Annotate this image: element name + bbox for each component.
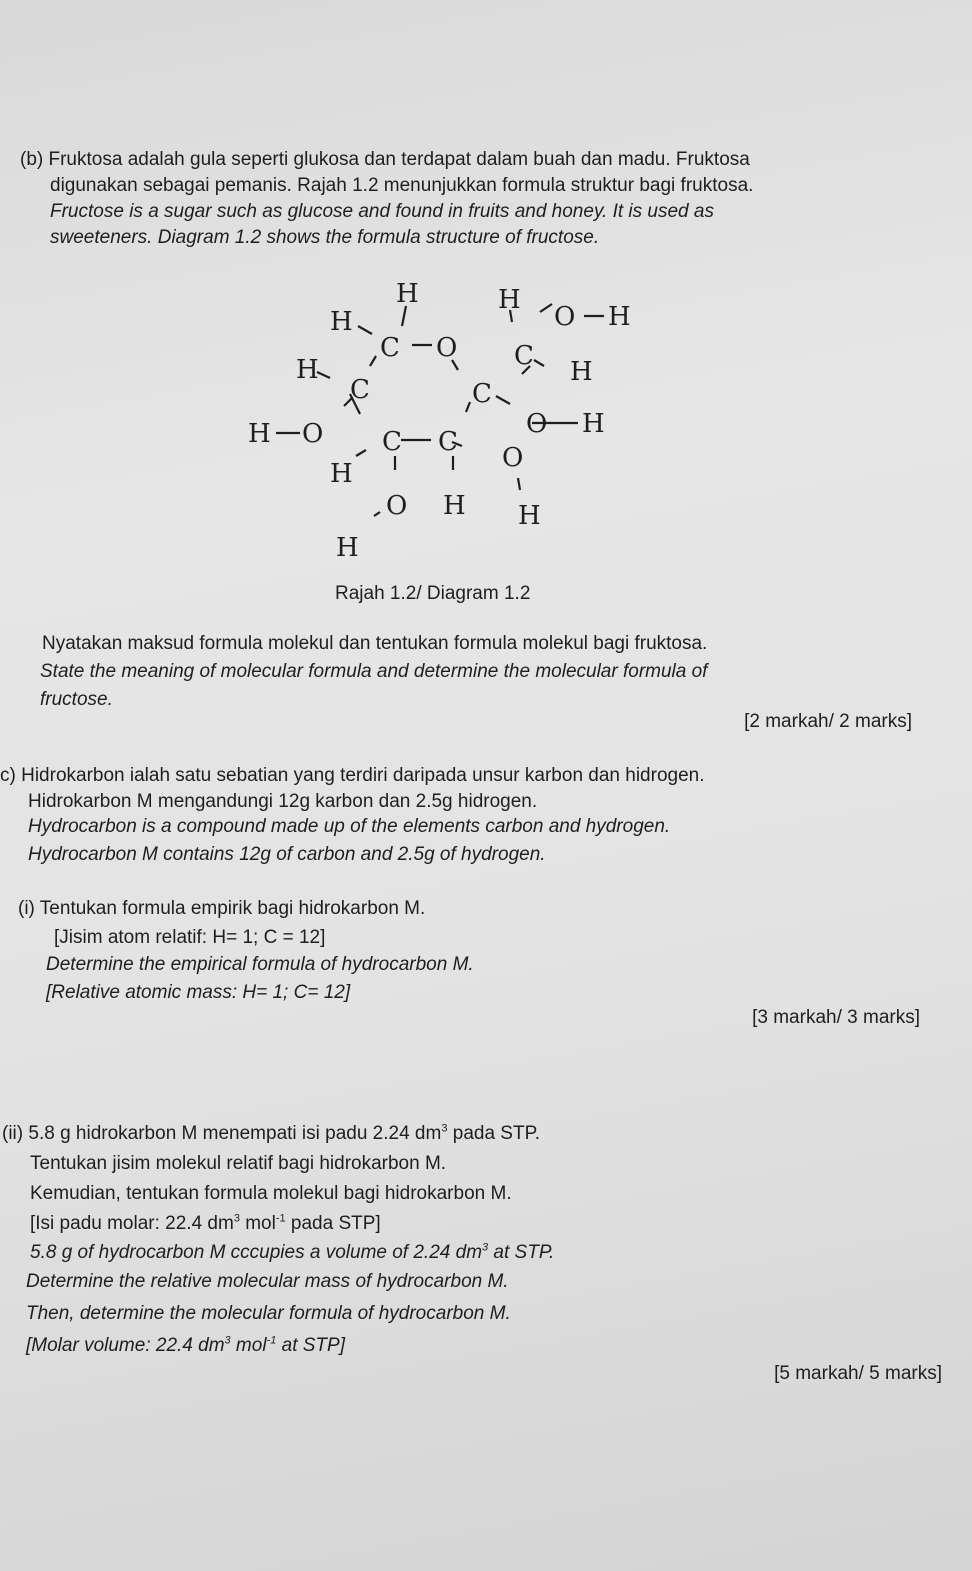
ci-marks: [3 markah/ 3 marks]	[752, 1007, 920, 1028]
cii-marks: [5 markah/ 5 marks]	[774, 1363, 942, 1384]
atom-h: H	[396, 279, 419, 309]
atom-o: O	[554, 302, 576, 332]
b-en-line-2: sweeteners. Diagram 1.2 shows the formula structure of fructose.	[50, 227, 600, 248]
bond	[374, 512, 380, 516]
bond	[358, 326, 372, 334]
bond	[518, 478, 520, 490]
atom-h: H	[330, 307, 353, 337]
atom-o: O	[386, 491, 408, 521]
bond	[356, 450, 366, 456]
atom-h: H	[296, 355, 319, 385]
ci-question-en: Determine the empirical formula of hydrocarbon M.	[46, 954, 474, 975]
superscript: -1	[275, 1212, 286, 1225]
b-ms-line-1: (b) Fruktosa adalah gula seperti glukosa dan terdapat dalam buah dan madu. Fruktosa	[20, 149, 750, 170]
fructose-structure-diagram	[240, 270, 660, 570]
atom-o: O	[502, 443, 524, 473]
cii-ms-line-1	[2, 1122, 540, 1146]
bond	[496, 396, 510, 404]
atom-h: H	[582, 409, 605, 439]
bond	[402, 306, 406, 326]
ci-question-ms: (i) Tentukan formula empirik bagi hidrokarbon M.	[18, 898, 426, 919]
bond	[540, 304, 552, 312]
c-en-line-2: Hydrocarbon M contains 12g of carbon and 2.5g of hydrogen.	[28, 844, 546, 865]
atom-h: H	[608, 302, 631, 332]
b-question-en-2: fructose.	[40, 689, 113, 710]
atom-o: O	[526, 409, 548, 439]
superscript: 3	[233, 1212, 240, 1225]
atom-c: C	[472, 379, 492, 409]
atom-o: O	[302, 419, 324, 449]
cii-en-l4-mol: mol	[230, 1335, 267, 1356]
atom-h: H	[570, 357, 593, 387]
b-en-line-1: Fructose is a sugar such as glucose and found in fruits and honey. It is used as	[50, 201, 714, 222]
atom-h: H	[443, 491, 466, 521]
atom-h: H	[498, 285, 521, 315]
bond	[466, 402, 470, 412]
bond	[534, 360, 544, 366]
ci-ram-ms: [Jisim atom relatif: H= 1; C = 12]	[54, 927, 326, 948]
c-en-line-1: Hydrocarbon is a compound made up of the elements carbon and hydrogen.	[28, 816, 671, 837]
superscript: 3	[224, 1334, 231, 1347]
cii-en-line-2: Determine the relative molecular mass of hydrocarbon M.	[26, 1271, 509, 1292]
cii-ms-l4-text: [Isi padu molar: 22.4 dm	[30, 1213, 234, 1234]
cii-en-l4-tail: at STP]	[276, 1335, 345, 1356]
atom-h: H	[248, 419, 271, 449]
cii-ms-l4-mol: mol	[239, 1213, 276, 1234]
cii-en-l1-text: 5.8 g of hydrocarbon M cccupies a volume of 2.24 dm	[30, 1242, 483, 1263]
diagram-caption: Rajah 1.2/ Diagram 1.2	[335, 583, 531, 604]
cii-en-line-3: Then, determine the molecular formula of hydrocarbon M.	[26, 1303, 511, 1324]
atom-c: C	[514, 341, 534, 371]
atom-c: C	[350, 375, 370, 405]
atom-o-ring: O	[436, 333, 458, 363]
atom-c: C	[382, 427, 402, 457]
cii-ms-line-2: Tentukan jisim molekul relatif bagi hidrokarbon M.	[30, 1153, 447, 1174]
cii-ms-l1-tail: pada STP.	[447, 1123, 541, 1144]
superscript: -1	[266, 1334, 277, 1347]
c-ms-line-2: Hidrokarbon M mengandungi 12g karbon dan 2.5g hidrogen.	[28, 791, 538, 812]
cii-en-l1-tail: at STP.	[488, 1242, 555, 1263]
b-ms-line-2: digunakan sebagai pemanis. Rajah 1.2 menunjukkan formula struktur bagi fruktosa.	[50, 175, 754, 196]
atom-h: H	[330, 459, 353, 489]
bond	[317, 372, 330, 378]
atom-h: H	[518, 501, 541, 531]
atom-h: H	[336, 533, 359, 563]
b-question-ms: Nyatakan maksud formula molekul dan tentukan formula molekul bagi fruktosa.	[42, 633, 708, 654]
ci-ram-en: [Relative atomic mass: H= 1; C= 12]	[46, 982, 351, 1003]
superscript: 3	[482, 1241, 489, 1254]
cii-ms-line-3: Kemudian, tentukan formula molekul bagi hidrokarbon M.	[30, 1183, 512, 1204]
cii-ms-line-4	[30, 1212, 381, 1236]
c-ms-line-1: c) Hidrokarbon ialah satu sebatian yang terdiri daripada unsur karbon dan hidrogen.	[0, 765, 705, 786]
b-question-en-1: State the meaning of molecular formula and determine the molecular formula of	[40, 661, 708, 682]
cii-en-line-4	[26, 1334, 345, 1358]
b-marks: [2 markah/ 2 marks]	[744, 711, 912, 732]
atom-c: C	[438, 427, 458, 457]
cii-ms-l1-text: (ii) 5.8 g hidrokarbon M menempati isi padu 2.24 dm	[2, 1123, 442, 1144]
cii-en-l4-text: [Molar volume: 22.4 dm	[26, 1335, 225, 1356]
cii-en-line-1	[30, 1241, 554, 1265]
atom-c: C	[380, 333, 400, 363]
superscript: 3	[441, 1122, 448, 1135]
cii-ms-l4-tail: pada STP]	[285, 1213, 381, 1234]
bond	[370, 356, 376, 366]
